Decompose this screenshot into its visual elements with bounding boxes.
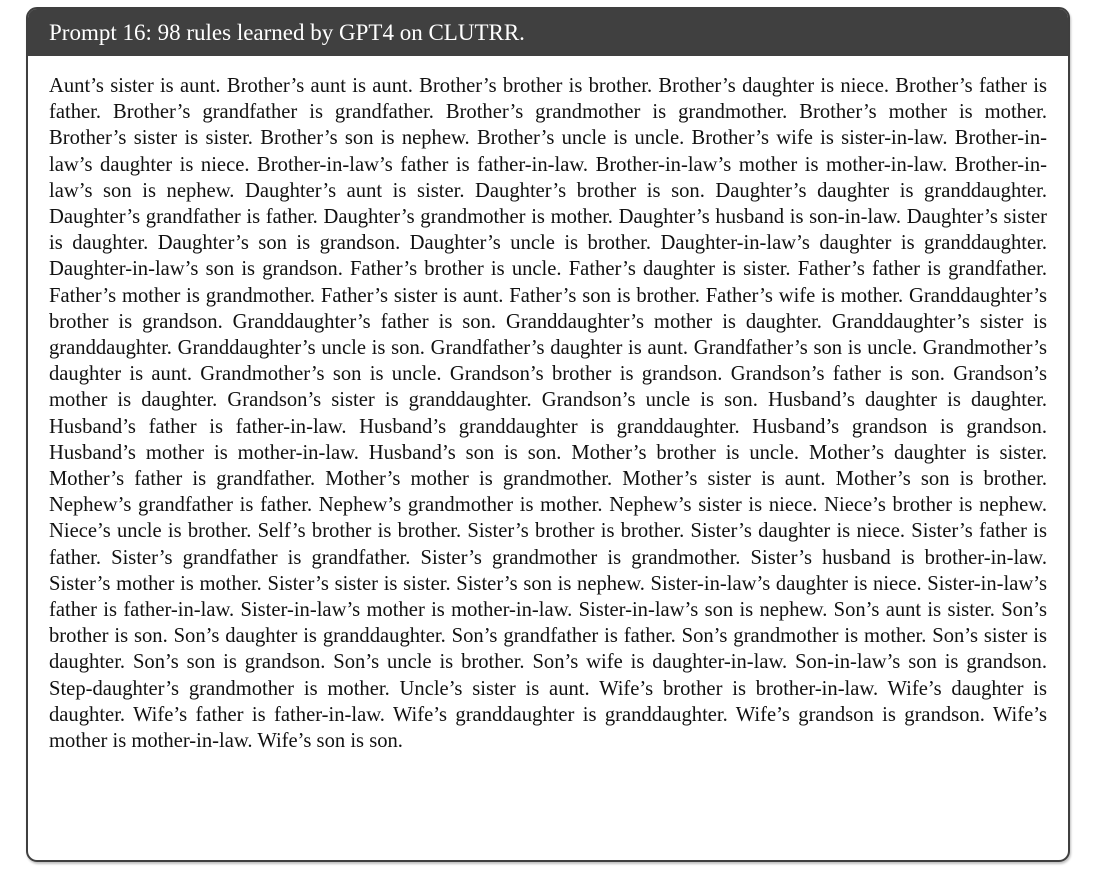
prompt-title: Prompt 16: 98 rules learned by GPT4 on CLUTRR. bbox=[28, 9, 1068, 56]
rules-text: Aunt’s sister is aunt. Brother’s aunt is aunt. Brother’s brother is brother. Brother’s daughter is niece. Brother’s father is father. Brother’s grandfather is grandfather. Brother’s grandmother is grandmother. Brother’s mother is mother. Brother’s sister is sister. Brother’s son is nephew. Brother’s uncle is uncle. Brother’s wife is sister-in-law. Brother-in-law’s daughter is niece. Brother-in-law’s father is father-in-law. Brother-in-law’s mother is mother-in-law. Brother-in-law’s son is nephew. Daughter’s aunt is sister. Daughter’s brother is son. Daughter’s daughter is granddaughter. Daughter’s grandfather is father. Daughter’s grandmother is mother. Daughter’s husband is son-in-law. Daughter’s sister is daughter. Daughter’s son is grandson. Daughter’s uncle is brother. Daughter-in-law’s daughter is granddaughter. Daughter-in-law’s son is grandson. Father’s brother is uncle. Father’s daughter is sister. Father’s father is grandfather. Father’s mother is grandmother. Father’s sister is aunt. Father’s son is brother. Father’s wife is mother. Granddaughter’s brother is grandson. Granddaughter’s father is son. Granddaughter’s mother is daughter. Granddaughter’s sister is granddaughter. Granddaughter’s uncle is son. Grandfather’s daughter is aunt. Grandfather’s son is uncle. Grandmother’s daughter is aunt. Grandmother’s son is uncle. Grandson’s brother is grandson. Grandson’s father is son. Grandson’s mother is daughter. Grandson’s sister is granddaughter. Grandson’s uncle is son. Husband’s daughter is daughter. Husband’s father is father-in-law. Husband’s granddaughter is granddaughter. Husband’s grandson is grandson. Husband’s mother is mother-in-law. Husband’s son is son. Mother’s brother is uncle. Mother’s daughter is sister. Mother’s father is grandfather. Mother’s mother is grandmother. Mother’s sister is aunt. Mother’s son is brother. Nephew’s grandfather is father. Nephew’s grandmother is mother. Nephew’s sister is niece. Niece’s brother is nephew. Niece’s uncle is brother. Self’s brother is brother. Sister’s brother is brother. Sister’s daughter is niece. Sister’s father is father. Sister’s grandfather is grandfather. Sister’s grandmother is grandmother. Sister’s husband is brother-in-law. Sister’s mother is mother. Sister’s sister is sister. Sister’s son is nephew. Sister-in-law’s daughter is niece. Sister-in-law’s father is father-in-law. Sister-in-law’s mother is mother-in-law. Sister-in-law’s son is nephew. Son’s aunt is sister. Son’s brother is son. Son’s daughter is granddaughter. Son’s grandfather is father. Son’s grandmother is mother. Son’s sister is daughter. Son’s son is grandson. Son’s uncle is brother. Son’s wife is daughter-in-law. Son-in-law’s son is grandson. Step-daughter’s grandmother is mother. Uncle’s sister is aunt. Wife’s brother is brother-in-law. Wife’s daughter is daughter. Wife’s father is father-in-law. Wife’s granddaughter is granddaughter. Wife’s grandson is grandson. Wife’s mother is mother-in-law. Wife’s son is son. bbox=[49, 75, 1047, 753]
prompt-box bbox=[26, 7, 1070, 862]
